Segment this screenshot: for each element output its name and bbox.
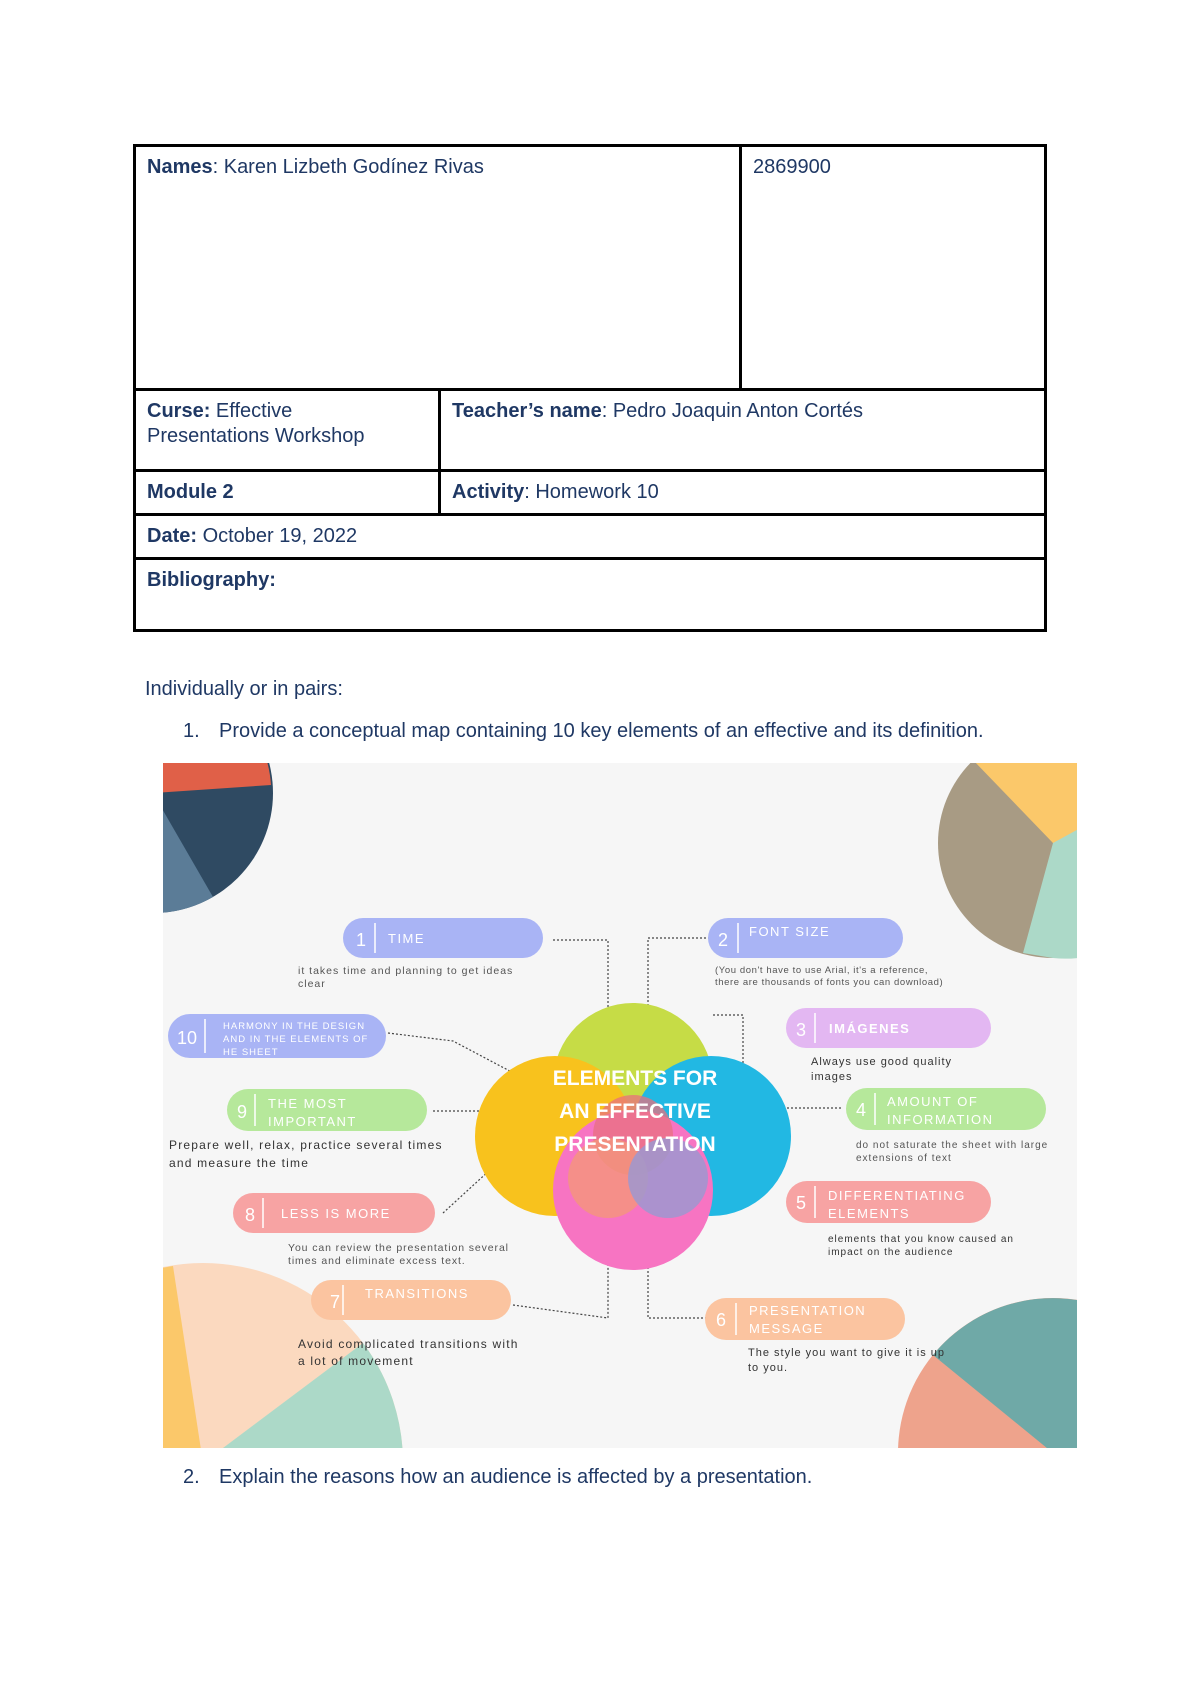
svg-text:IMPORTANT: IMPORTANT xyxy=(268,1114,357,1129)
svg-text:PRESENTATION: PRESENTATION xyxy=(749,1303,867,1318)
svg-text:AND IN THE ELEMENTS OF: AND IN THE ELEMENTS OF xyxy=(223,1034,369,1045)
instruction-item-1-number: 1. xyxy=(183,720,200,742)
svg-text:5: 5 xyxy=(795,1193,807,1213)
concept-map-svg xyxy=(163,763,1077,1448)
map-node-10 xyxy=(168,1014,386,1058)
svg-text:INFORMATION: INFORMATION xyxy=(887,1112,994,1127)
date-value: October 19, 2022 xyxy=(197,525,358,547)
instruction-item-2 xyxy=(183,1466,812,1489)
svg-text:The style you want to give it: The style you want to give it is up xyxy=(748,1347,946,1359)
svg-text:elements that you know caused: elements that you know caused an xyxy=(828,1234,1014,1245)
svg-text:HARMONY IN THE DESIGN: HARMONY IN THE DESIGN xyxy=(223,1021,366,1032)
svg-text:images: images xyxy=(811,1071,853,1083)
course-value: Effective Presentations Workshop xyxy=(147,400,365,447)
svg-text:7: 7 xyxy=(329,1292,341,1312)
instruction-item-2-text: Explain the reasons how an audience is affected by a presentation. xyxy=(219,1466,813,1488)
svg-text:do not saturate the sheet with: do not saturate the sheet with large xyxy=(856,1140,1049,1151)
svg-text:Avoid complicated transitions: Avoid complicated transitions with xyxy=(298,1337,519,1351)
svg-text:6: 6 xyxy=(715,1310,727,1330)
svg-text:10: 10 xyxy=(176,1028,198,1048)
activity-label: Activity xyxy=(452,481,525,503)
activity-value: : Homework 10 xyxy=(524,481,659,503)
instructions-intro: Individually or in pairs: xyxy=(145,678,343,700)
header-table xyxy=(133,144,1047,632)
id-number: 2869900 xyxy=(753,156,831,178)
names-cell xyxy=(133,144,742,391)
svg-text:MESSAGE: MESSAGE xyxy=(749,1321,824,1336)
teacher-cell xyxy=(438,388,1047,472)
svg-text:DIFFERENTIATING: DIFFERENTIATING xyxy=(828,1188,966,1203)
svg-text:4: 4 xyxy=(855,1100,867,1120)
svg-text:LESS IS MORE: LESS IS MORE xyxy=(281,1206,391,1221)
svg-text:2: 2 xyxy=(717,930,729,950)
teacher-value: : Pedro Joaquin Anton Cortés xyxy=(601,400,863,422)
svg-text:it takes time and planning to: it takes time and planning to get ideas xyxy=(298,965,514,977)
svg-text:impact on the audience: impact on the audience xyxy=(828,1247,954,1258)
svg-text:TRANSITIONS: TRANSITIONS xyxy=(365,1286,469,1301)
svg-text:Prepare well, relax, practice: Prepare well, relax, practice several times xyxy=(169,1138,443,1152)
bibliography-cell xyxy=(133,557,1047,632)
svg-text:TIME: TIME xyxy=(388,931,426,946)
instruction-item-1 xyxy=(183,720,984,743)
svg-text:ELEMENTS: ELEMENTS xyxy=(828,1206,911,1221)
svg-text:clear: clear xyxy=(298,978,326,990)
svg-text:1: 1 xyxy=(355,930,367,950)
bibliography-label: Bibliography: xyxy=(147,569,276,591)
course-cell xyxy=(133,388,441,472)
svg-text:THE MOST: THE MOST xyxy=(268,1096,348,1111)
course-label: Curse: xyxy=(147,400,211,422)
date-cell xyxy=(133,513,1047,560)
center-title-line-1: ELEMENTS FOR xyxy=(552,1067,718,1090)
svg-text:HE SHEET: HE SHEET xyxy=(223,1047,279,1058)
svg-text:extensions of text: extensions of text xyxy=(856,1153,952,1164)
concept-map-image xyxy=(163,763,1077,1448)
instruction-item-2-number: 2. xyxy=(183,1466,200,1488)
teacher-label: Teacher’s name xyxy=(452,400,602,422)
names-value: : Karen Lizbeth Godínez Rivas xyxy=(212,156,484,178)
svg-text:times and eliminate excess tex: times and eliminate excess text. xyxy=(288,1255,466,1267)
module-label: Module 2 xyxy=(147,481,234,503)
svg-text:to you.: to you. xyxy=(748,1362,789,1374)
names-label: Names xyxy=(147,156,213,178)
center-title-line-2: AN EFFECTIVE xyxy=(559,1100,711,1123)
activity-cell xyxy=(438,469,1047,516)
svg-text:You can review the presentatio: You can review the presentation several xyxy=(288,1242,509,1254)
svg-text:8: 8 xyxy=(244,1205,256,1225)
svg-text:IMÁGENES: IMÁGENES xyxy=(829,1021,911,1036)
svg-text:and measure the time: and measure the time xyxy=(169,1156,310,1170)
svg-text:a lot of movement: a lot of movement xyxy=(298,1354,414,1368)
date-label: Date: xyxy=(147,525,198,547)
svg-text:3: 3 xyxy=(795,1020,807,1040)
center-title-line-3: PRESENTATION xyxy=(554,1133,716,1156)
instruction-item-1-text: Provide a conceptual map containing 10 key elements of an effective and its definition. xyxy=(219,720,984,742)
svg-text:AMOUNT OF: AMOUNT OF xyxy=(887,1094,979,1109)
svg-text:there are thousands of fonts y: there are thousands of fonts you can download) xyxy=(715,977,944,988)
svg-text:9: 9 xyxy=(236,1102,248,1122)
svg-text:FONT SIZE: FONT SIZE xyxy=(749,924,831,939)
module-cell xyxy=(133,469,441,516)
svg-text:(You don't have to use Arial,: (You don't have to use Arial, it's a reference, xyxy=(715,965,929,976)
svg-text:Always use good quality: Always use good quality xyxy=(811,1056,953,1068)
id-cell xyxy=(739,144,1047,391)
